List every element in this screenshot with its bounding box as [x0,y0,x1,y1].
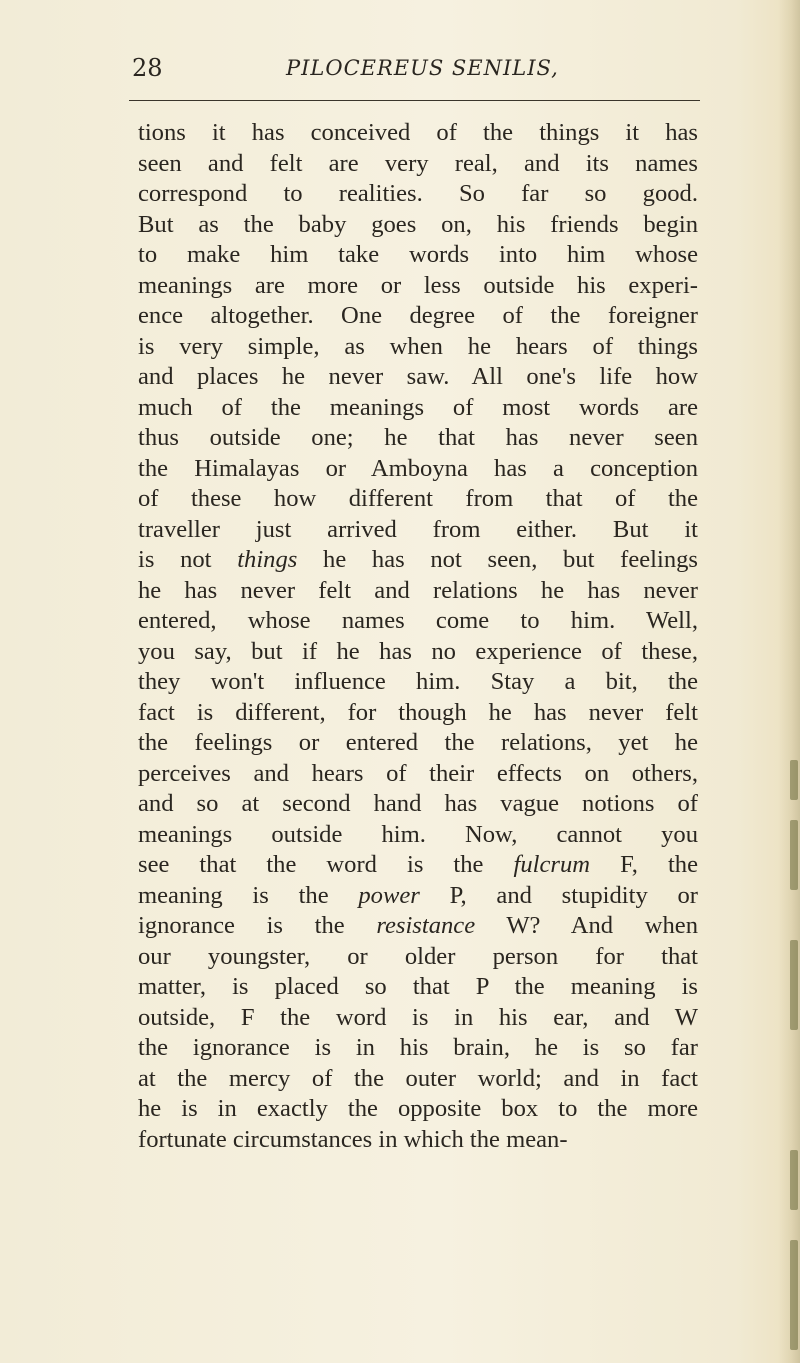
edge-smudge [790,940,798,1030]
text-line: he is in exactly the opposite box to the more [138,1095,698,1122]
text-line: much of the meanings of most words are [138,393,698,421]
text-line: he has never felt and relations he has never [138,576,698,604]
edge-smudge [790,820,798,890]
running-head: PILOCEREUS SENILIS, [286,56,559,80]
text-line: correspond to realities. So far so good. [138,180,698,207]
text-line: is not things he has not seen, but feelings [138,546,698,573]
edge-smudge [790,1240,798,1350]
text-line: fact is different, for though he has never felt [138,698,698,726]
text-line: fortunate circumstances in which the mean- [138,1125,568,1153]
text-line: matter, is placed so that P the meaning is [138,973,698,1000]
text-line: outside, F the word is in his ear, and W [138,1003,698,1031]
text-line: meaning is the power P, and stupidity or [138,881,698,909]
text-line: is very simple, as when he hears of things [138,332,698,360]
edge-smudge [790,1150,798,1210]
text-line: they won't influence him. Stay a bit, the [138,668,698,695]
text-line: ignorance is the resistance W? And when [138,912,698,939]
text-line: to make him take words into him whose [138,241,698,268]
page-number: 28 [132,54,163,82]
text-line: at the mercy of the outer world; and in fact [138,1064,698,1092]
page-edge-shadow [778,0,800,1363]
text-line: the feelings or entered the relations, yet he [138,729,698,756]
text-line: tions it has conceived of the things it has [138,119,698,146]
text-line: the ignorance is in his brain, he is so far [138,1034,698,1061]
text-line: meanings are more or less outside his experi- [138,271,698,299]
text-line: you say, but if he has no experience of these, [138,637,698,665]
text-line: our youngster, or older person for that [138,942,698,970]
text-line: and places he never saw. All one's life how [138,363,698,390]
text-line: meanings outside him. Now, cannot you [138,820,698,848]
text-line: of these how different from that of the [138,485,698,512]
text-line: entered, whose names come to him. Well, [138,607,698,634]
page-header [126,52,698,92]
text-line: traveller just arrived from either. But it [138,515,698,543]
text-line: the Himalayas or Amboyna has a conception [138,454,698,482]
text-line: But as the baby goes on, his friends begin [138,210,698,238]
body-text [138,118,698,1155]
text-line: see that the word is the fulcrum F, the [138,851,698,878]
text-line: perceives and hears of their effects on others, [138,759,698,787]
text-line: seen and felt are very real, and its names [138,149,698,177]
text-line: thus outside one; he that has never seen [138,424,698,451]
header-rule [129,100,700,101]
text-line: ence altogether. One degree of the foreigner [138,302,698,329]
edge-smudge [790,760,798,800]
text-line: and so at second hand has vague notions of [138,790,698,817]
